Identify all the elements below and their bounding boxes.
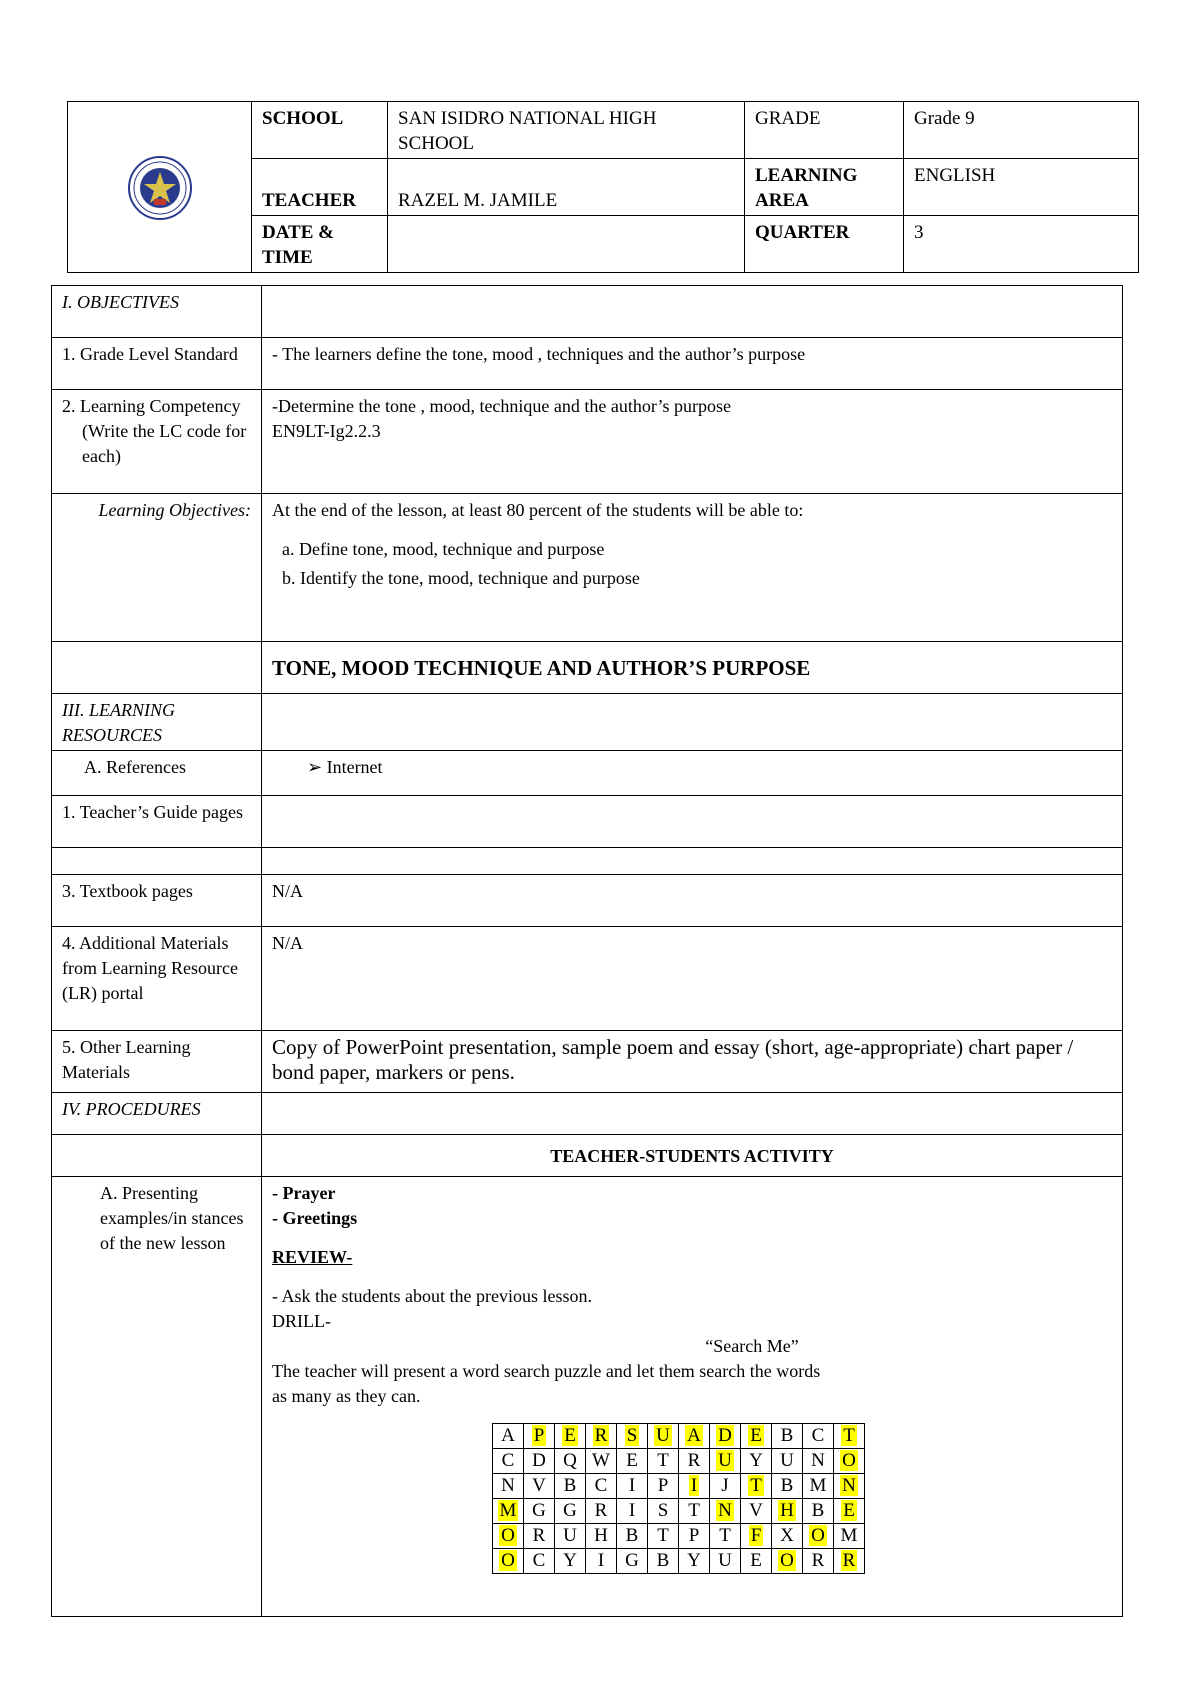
word-search-letter: T	[719, 1525, 731, 1546]
word-search-letter: B	[656, 1550, 670, 1571]
word-search-cell	[524, 1499, 555, 1524]
word-search-cell	[493, 1524, 524, 1549]
word-search-letter: U	[656, 1425, 670, 1446]
word-search-cell	[803, 1474, 834, 1499]
word-search-letter: G	[563, 1500, 577, 1521]
word-search-cell	[493, 1474, 524, 1499]
word-search-letter: B	[780, 1475, 794, 1496]
review-instruction: - Ask the students about the previous lesson.	[272, 1286, 592, 1306]
word-search-letter: R	[687, 1450, 701, 1471]
word-search-letter: U	[780, 1450, 794, 1471]
word-search-row	[493, 1474, 865, 1499]
word-search-cell	[772, 1449, 803, 1474]
word-search-cell	[834, 1449, 865, 1474]
word-search-letter: C	[532, 1550, 546, 1571]
word-search-letter: U	[718, 1450, 732, 1471]
other-materials-value: Copy of PowerPoint presentation, sample poem and essay (short, age-appropriate) chart paper / bond paper, markers or pens.	[262, 1031, 1123, 1093]
word-search-letter: H	[780, 1500, 794, 1521]
word-search-row	[493, 1549, 865, 1574]
word-search-cell	[834, 1474, 865, 1499]
step-a-content	[262, 1177, 1123, 1617]
teacher-value: RAZEL M. JAMILE	[388, 159, 745, 216]
word-search-letter: C	[501, 1450, 515, 1471]
step-a-label: A. Presenting examples/in stances of the new lesson	[52, 1177, 262, 1617]
word-search-letter: I	[690, 1475, 698, 1496]
word-search-cell	[524, 1474, 555, 1499]
lesson-plan-table	[51, 285, 1123, 1617]
word-search-letter: H	[594, 1525, 608, 1546]
word-search-cell	[617, 1449, 648, 1474]
word-search-letter: N	[811, 1450, 825, 1471]
word-search-cell	[493, 1499, 524, 1524]
school-info-table	[67, 101, 1139, 273]
word-search-cell	[710, 1424, 741, 1449]
objectives-list	[272, 537, 1112, 591]
greetings-text: - Greetings	[272, 1208, 358, 1228]
learning-competency-label: 2. Learning Competency (Write the LC code for each)	[52, 390, 262, 494]
content-title: TONE, MOOD TECHNIQUE AND AUTHOR’S PURPOSE	[262, 642, 1123, 694]
word-search-cell	[772, 1549, 803, 1574]
word-search-letter: T	[688, 1500, 700, 1521]
word-search-letter: C	[594, 1475, 608, 1496]
word-search-letter: R	[594, 1500, 608, 1521]
objectives-heading: I. OBJECTIVES	[52, 286, 262, 338]
word-search-letter: D	[718, 1425, 732, 1446]
word-search-cell	[586, 1424, 617, 1449]
activity-header: TEACHER-STUDENTS ACTIVITY	[262, 1135, 1123, 1177]
drill-instruction-1: The teacher will present a word search puzzle and let them search the words	[272, 1361, 821, 1381]
learning-area-label: LEARNING AREA	[745, 159, 904, 216]
word-search-cell	[772, 1499, 803, 1524]
word-search-cell	[741, 1524, 772, 1549]
word-search-cell	[741, 1499, 772, 1524]
word-search-letter: Q	[563, 1450, 577, 1471]
learning-competency-value: -Determine the tone , mood, technique and the author’s purpose EN9LT-Ig2.2.3	[262, 390, 1123, 494]
prayer-text: - Prayer	[272, 1183, 336, 1203]
word-search-cell	[679, 1449, 710, 1474]
word-search-letter: A	[501, 1425, 515, 1446]
word-search-cell	[586, 1549, 617, 1574]
word-search-cell	[803, 1424, 834, 1449]
procedures-heading: IV. PROCEDURES	[52, 1093, 262, 1135]
word-search-cell	[679, 1499, 710, 1524]
word-search-letter: Y	[687, 1550, 701, 1571]
word-search-letter: T	[750, 1475, 762, 1496]
deped-seal-cell	[68, 102, 252, 273]
word-search-letter: O	[811, 1525, 825, 1546]
quarter-value: 3	[904, 216, 1139, 273]
word-search-cell	[834, 1499, 865, 1524]
word-search-cell	[772, 1474, 803, 1499]
quarter-label: QUARTER	[745, 216, 904, 273]
word-search-letter: I	[597, 1550, 605, 1571]
word-search-letter: M	[809, 1475, 827, 1496]
word-search-row	[493, 1499, 865, 1524]
word-search-cell	[586, 1474, 617, 1499]
word-search-cell	[679, 1424, 710, 1449]
word-search-letter: V	[749, 1500, 763, 1521]
word-search-cell	[710, 1524, 741, 1549]
word-search-cell	[555, 1474, 586, 1499]
word-search-cell	[648, 1549, 679, 1574]
grade-label: GRADE	[745, 102, 904, 159]
word-search-grid	[492, 1423, 865, 1574]
lc-code: EN9LT-Ig2.2.3	[272, 421, 381, 441]
word-search-letter: P	[688, 1525, 700, 1546]
word-search-letter: B	[563, 1475, 577, 1496]
word-search-cell	[555, 1549, 586, 1574]
school-value: SAN ISIDRO NATIONAL HIGH SCHOOL	[388, 102, 745, 159]
grade-level-standard-label: 1. Grade Level Standard	[52, 338, 262, 390]
word-search-cell	[803, 1549, 834, 1574]
references-label: A. References	[52, 751, 262, 796]
word-search-cell	[555, 1499, 586, 1524]
word-search-letter: G	[625, 1550, 639, 1571]
word-search-cell	[741, 1474, 772, 1499]
word-search-letter: O	[501, 1525, 515, 1546]
review-heading: REVIEW-	[272, 1247, 353, 1267]
word-search-row	[493, 1449, 865, 1474]
word-search-letter: I	[628, 1475, 636, 1496]
word-search-cell	[710, 1549, 741, 1574]
list-item: a. Define tone, mood, technique and purpose	[282, 539, 605, 559]
teachers-guide-label: 1. Teacher’s Guide pages	[52, 796, 262, 848]
word-search-letter: D	[532, 1450, 546, 1471]
word-search-cell	[617, 1524, 648, 1549]
word-search-cell	[586, 1499, 617, 1524]
word-search-cell	[834, 1549, 865, 1574]
word-search-cell	[555, 1449, 586, 1474]
word-search-letter: U	[563, 1525, 577, 1546]
word-search-cell	[617, 1549, 648, 1574]
word-search-cell	[648, 1474, 679, 1499]
word-search-cell	[524, 1424, 555, 1449]
word-search-letter: S	[657, 1500, 669, 1521]
word-search-row	[493, 1524, 865, 1549]
word-search-letter: R	[532, 1525, 546, 1546]
deped-seal-icon	[127, 155, 193, 221]
word-search-cell	[679, 1549, 710, 1574]
word-search-cell	[586, 1449, 617, 1474]
word-search-letter: A	[687, 1425, 701, 1446]
word-search-letter: F	[750, 1525, 762, 1546]
word-search-cell	[617, 1424, 648, 1449]
word-search-cell	[648, 1499, 679, 1524]
word-search-cell	[617, 1474, 648, 1499]
word-search-cell	[710, 1449, 741, 1474]
word-search-cell	[617, 1499, 648, 1524]
word-search-letter: N	[718, 1500, 732, 1521]
word-search-letter: E	[843, 1500, 855, 1521]
additional-materials-value: N/A	[262, 927, 1123, 1031]
other-materials-label: 5. Other Learning Materials	[52, 1031, 262, 1093]
word-search-cell	[679, 1474, 710, 1499]
date-time-label: DATE & TIME	[252, 216, 388, 273]
word-search-letter: J	[721, 1475, 729, 1496]
word-search-letter: C	[811, 1425, 825, 1446]
word-search-cell	[493, 1449, 524, 1474]
word-search-cell	[772, 1524, 803, 1549]
word-search-letter: I	[628, 1500, 636, 1521]
date-time-value	[388, 216, 745, 273]
word-search-letter: N	[501, 1475, 515, 1496]
word-search-letter: N	[842, 1475, 856, 1496]
word-search-letter: O	[842, 1450, 856, 1471]
word-search-cell	[803, 1499, 834, 1524]
word-search-letter: M	[499, 1500, 517, 1521]
word-search-cell	[772, 1424, 803, 1449]
additional-materials-label: 4. Additional Materials from Learning Resource (LR) portal	[52, 927, 262, 1031]
word-search-letter: M	[840, 1525, 858, 1546]
word-search-letter: X	[780, 1525, 794, 1546]
word-search-cell	[803, 1524, 834, 1549]
word-search-cell	[586, 1524, 617, 1549]
learning-resources-heading: III. LEARNING RESOURCES	[52, 694, 262, 751]
word-search-cell	[710, 1499, 741, 1524]
grade-level-standard-value: - The learners define the tone, mood , techniques and the author’s purpose	[262, 338, 1123, 390]
word-search-cell	[648, 1449, 679, 1474]
word-search-letter: E	[626, 1450, 638, 1471]
word-search-cell	[710, 1474, 741, 1499]
word-search-letter: T	[843, 1425, 855, 1446]
word-search-cell	[741, 1449, 772, 1474]
word-search-cell	[679, 1524, 710, 1549]
word-search-letter: B	[811, 1500, 825, 1521]
drill-heading: DRILL-	[272, 1311, 331, 1331]
word-search-cell	[493, 1424, 524, 1449]
word-search-cell	[834, 1524, 865, 1549]
textbook-label: 3. Textbook pages	[52, 875, 262, 927]
word-search-letter: S	[626, 1425, 638, 1446]
word-search-letter: B	[625, 1525, 639, 1546]
word-search-letter: R	[811, 1550, 825, 1571]
word-search-cell	[555, 1424, 586, 1449]
word-search-cell	[803, 1449, 834, 1474]
word-search-letter: O	[780, 1550, 794, 1571]
references-value: ➢ Internet	[262, 751, 1123, 796]
word-search-letter: V	[532, 1475, 546, 1496]
word-search-row	[493, 1424, 865, 1449]
search-me-title: “Search Me”	[705, 1336, 799, 1356]
learning-area-value: ENGLISH	[904, 159, 1139, 216]
word-search-cell	[524, 1449, 555, 1474]
word-search-cell	[524, 1524, 555, 1549]
word-search-cell	[524, 1549, 555, 1574]
word-search-letter: R	[842, 1550, 856, 1571]
word-search-letter: B	[780, 1425, 794, 1446]
grade-value: Grade 9	[904, 102, 1139, 159]
learning-objectives-value: At the end of the lesson, at least 80 percent of the students will be able to: a. Define tone, mood, technique and purpose b. Identify the tone, mood, technique and purpose	[262, 494, 1123, 642]
word-search-letter: E	[750, 1425, 762, 1446]
word-search-cell	[493, 1549, 524, 1574]
learning-objectives-label: Learning Objectives:	[52, 494, 262, 642]
list-item: b. Identify the tone, mood, technique and purpose	[282, 568, 640, 588]
word-search-cell	[741, 1424, 772, 1449]
word-search-letter: E	[564, 1425, 576, 1446]
word-search-cell	[648, 1524, 679, 1549]
word-search-letter: O	[501, 1550, 515, 1571]
school-label: SCHOOL	[252, 102, 388, 159]
word-search-letter: T	[657, 1450, 669, 1471]
word-search-cell	[555, 1524, 586, 1549]
word-search-letter: Y	[563, 1550, 577, 1571]
word-search-letter: P	[657, 1475, 669, 1496]
word-search-letter: P	[533, 1425, 545, 1446]
teacher-label: TEACHER	[252, 159, 388, 216]
drill-instruction-2: as many as they can.	[272, 1386, 421, 1406]
word-search-letter: U	[718, 1550, 732, 1571]
textbook-value: N/A	[262, 875, 1123, 927]
word-search-cell	[741, 1549, 772, 1574]
word-search-letter: W	[592, 1450, 610, 1471]
word-search-letter: E	[750, 1550, 762, 1571]
word-search-letter: R	[594, 1425, 608, 1446]
word-search-cell	[834, 1424, 865, 1449]
word-search-letter: G	[532, 1500, 546, 1521]
word-search-cell	[648, 1424, 679, 1449]
word-search-letter: T	[657, 1525, 669, 1546]
word-search-letter: Y	[749, 1450, 763, 1471]
